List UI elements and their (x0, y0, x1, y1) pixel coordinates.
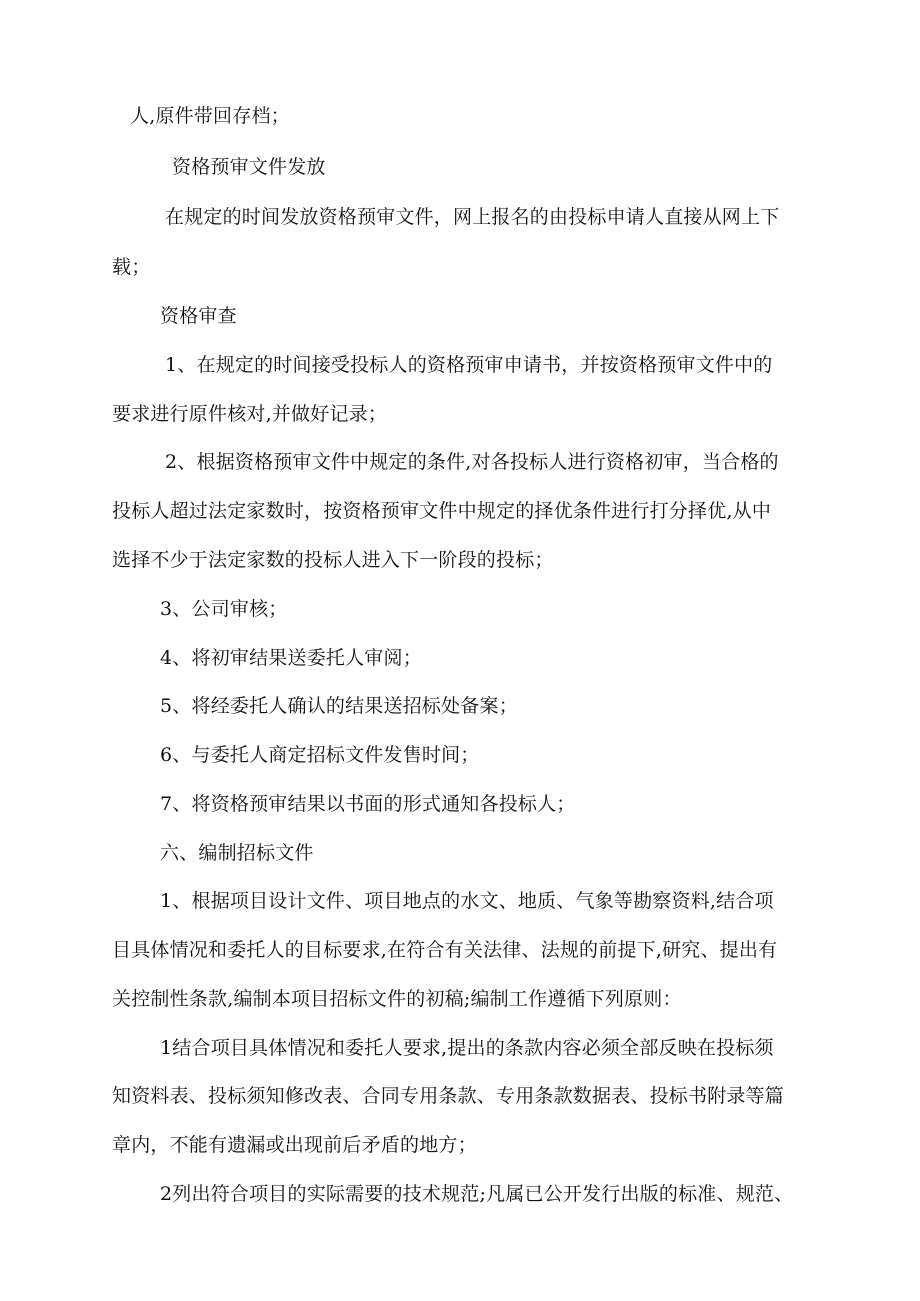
text-line-4: 载； (112, 256, 151, 278)
text-line-23: 2列出符合项目的实际需要的技术规范;凡属已公开发行出版的标准、规范、 (160, 1183, 794, 1205)
text-line-10: 选择不少于法定家数的投标人进入下一阶段的投标； (112, 549, 554, 571)
text-line-3: 在规定的时间发放资格预审文件，网上报名的由投标申请人直接从网上下 (165, 206, 780, 228)
text-line-7: 要求进行原件核对,并做好记录； (112, 403, 388, 425)
list-item-4: 4、将初审结果送委托人审阅； (160, 647, 422, 669)
list-item-7: 7、将资格预审结果以书面的形式通知各投标人； (160, 793, 576, 815)
heading-qualification-review: 资格审查 (160, 305, 237, 327)
text-line-8: 2、根据资格预审文件中规定的条件,对各投标人进行资格初审，当合格的 (165, 451, 779, 473)
text-line-1: 人,原件带回存档； (130, 105, 290, 127)
text-line-19: 关控制性条款,编制本项目招标文件的初稿;编制工作遵循下列原则： (112, 988, 682, 1010)
list-item-5: 5、将经委托人确认的结果送招标处备案； (160, 695, 518, 717)
heading-prequalification-issue: 资格预审文件发放 (172, 156, 326, 178)
text-line-22: 章内，不能有遗漏或出现前后矛盾的地方； (112, 1134, 477, 1156)
text-line-21: 知资料表、投标须知修改表、合同专用条款、专用条款数据表、投标书附录等篇 (112, 1085, 785, 1107)
text-line-18: 目具体情况和委托人的目标要求,在符合有关法律、法规的前提下,研究、提出有 (112, 939, 778, 961)
text-line-20: 1结合项目具体情况和委托人要求,提出的条款内容必须全部反映在投标须 (160, 1037, 774, 1059)
list-item-6: 6、与委托人商定招标文件发售时间； (160, 744, 480, 766)
list-item-3: 3、公司审核； (160, 598, 288, 620)
text-line-9: 投标人超过法定家数时，按资格预审文件中规定的择优条件进行打分择优,从中 (112, 500, 772, 522)
text-line-17: 1、根据项目设计文件、项目地点的水文、地质、气象等勘察资料,结合项 (160, 890, 774, 912)
text-line-6: 1、在规定的时间接受投标人的资格预审申请书，并按资格预审文件中的 (165, 354, 773, 376)
heading-section-six: 六、编制招标文件 (160, 842, 314, 864)
